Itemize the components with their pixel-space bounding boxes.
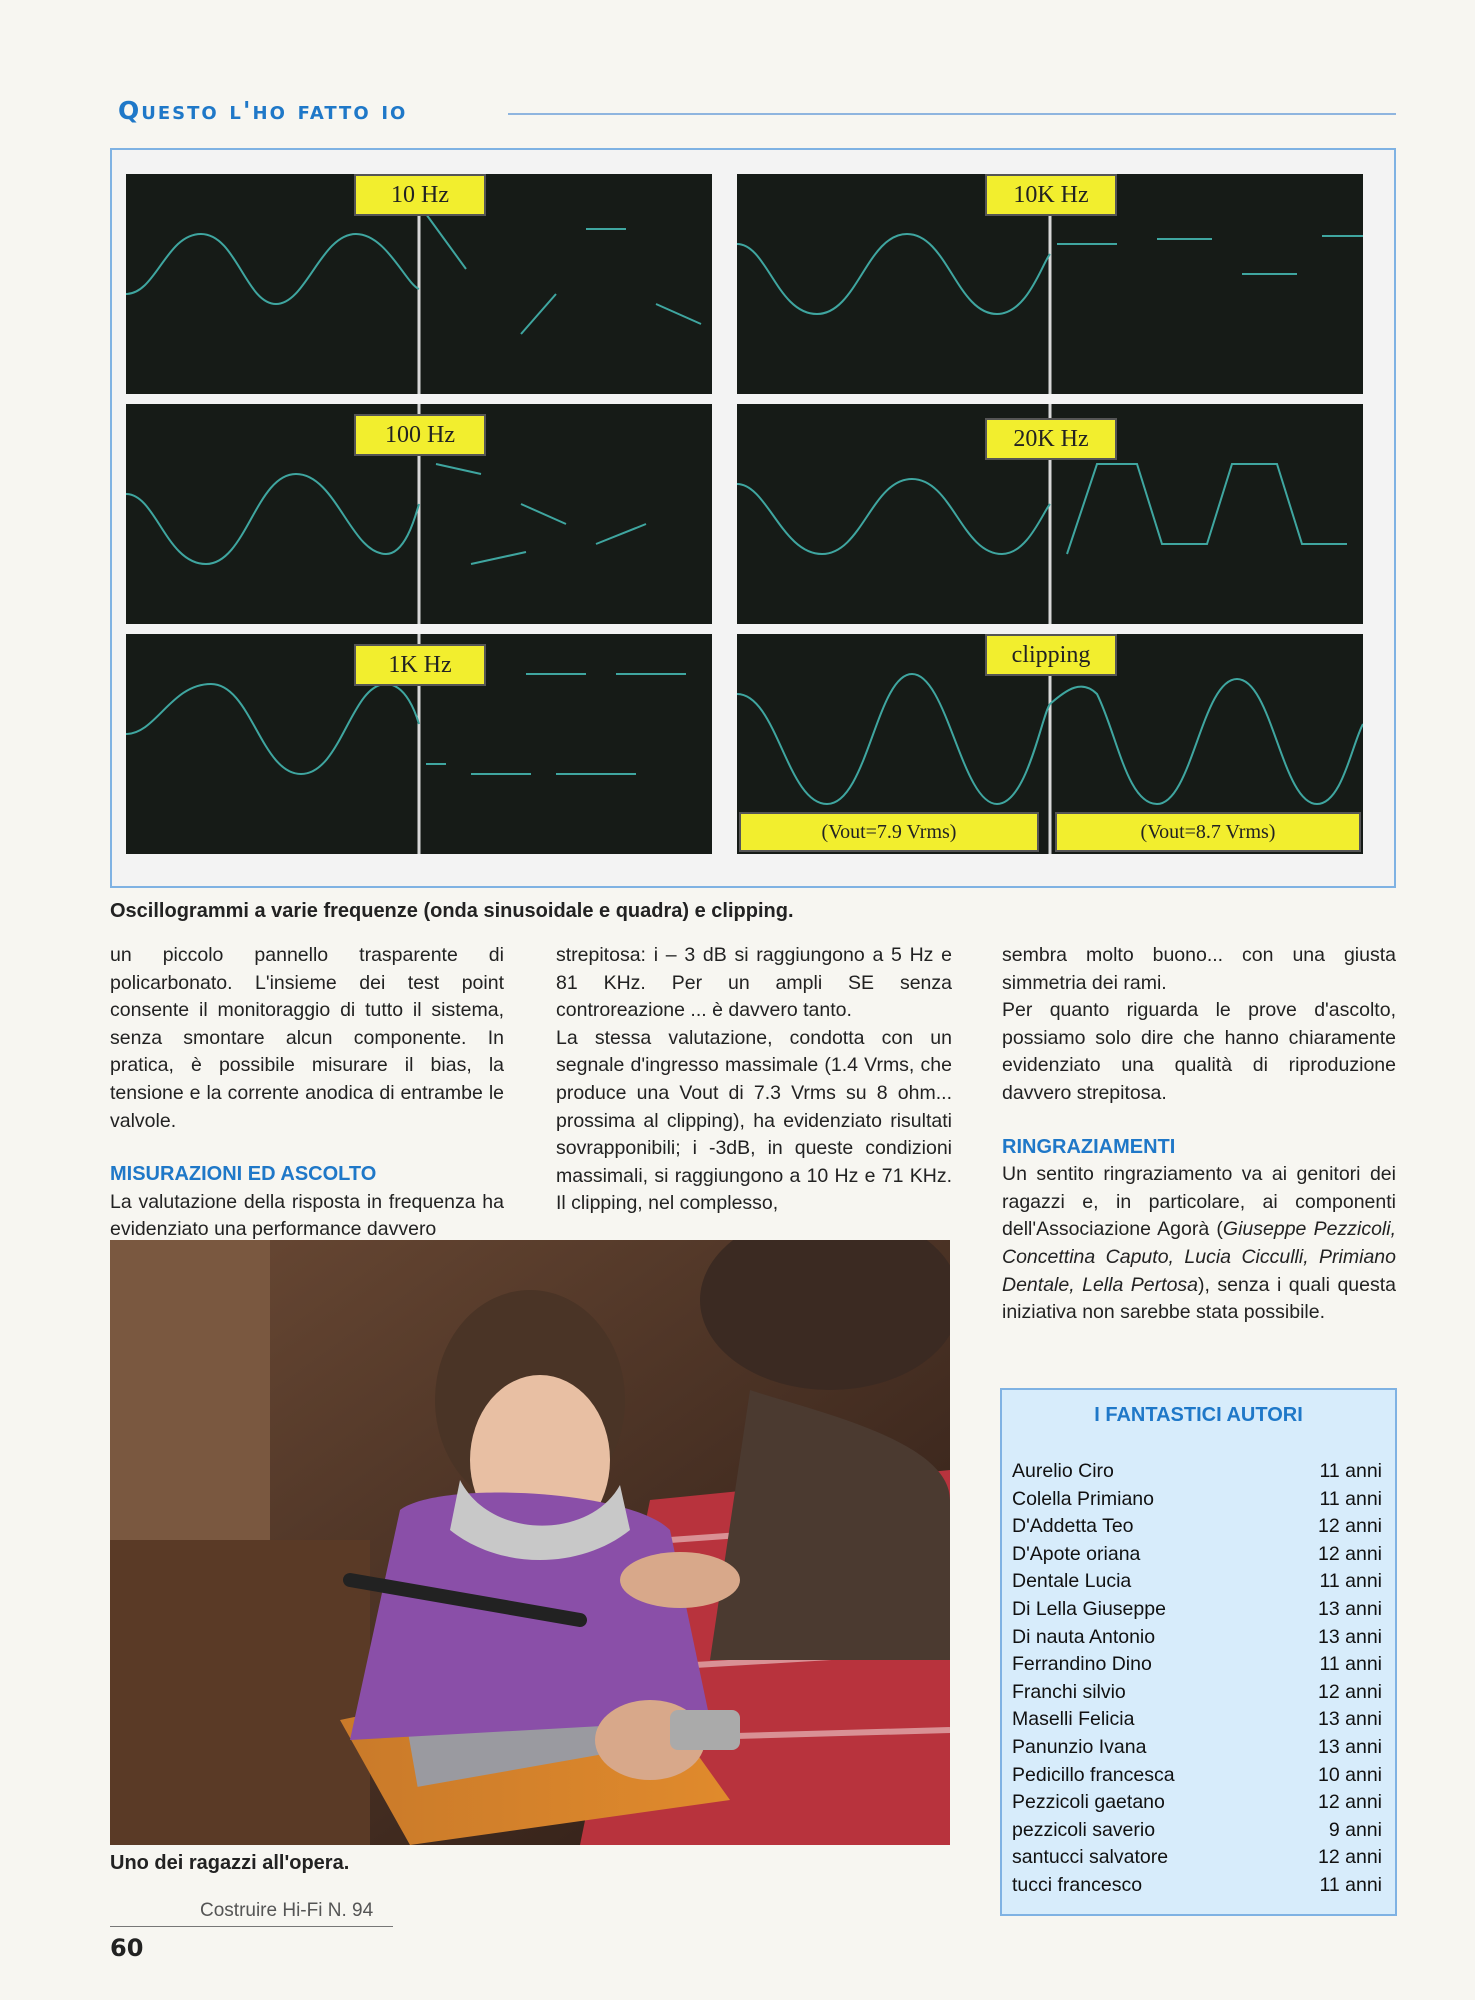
author-name: pezzicoli saverio — [1012, 1818, 1156, 1841]
author-row — [1012, 1764, 1382, 1791]
author-age: 13 anni — [1318, 1625, 1382, 1648]
author-row — [1012, 1791, 1382, 1818]
scope-10hz — [126, 174, 712, 394]
author-name: Di nauta Antonio — [1012, 1625, 1156, 1648]
label-100hz: 100 Hz — [354, 414, 486, 456]
paragraph: Un sentito ringraziamento va ai genitori dei ragazzi e, in particolare, ai componenti dell'Associazione Agorà (Giuseppe Pezzicoli, Concettina Caputo, Lucia Cicculli, Primiano Dentale, Lella Pertosa), senza i quali questa iniziativa non sarebbe stata possibile. — [1002, 1163, 1396, 1324]
author-row — [1012, 1488, 1382, 1515]
paragraph: La valutazione della risposta in frequenza ha evidenziato una performance davvero — [110, 1190, 504, 1241]
paragraph: strepitosa: i – 3 dB si raggiungono a 5 Hz e 81 KHz. Per un ampli SE senza controreazione ... è davvero tanto. — [556, 944, 952, 1022]
header-rule — [508, 113, 1396, 115]
author-age: 13 anni — [1318, 1736, 1382, 1758]
author-row — [1012, 1846, 1382, 1873]
oscillogram-figure — [110, 148, 1396, 888]
authors-title: I FANTASTICI AUTORI — [1094, 1404, 1303, 1426]
author-row — [1012, 1681, 1382, 1708]
author-name: Pezzicoli gaetano — [1012, 1791, 1165, 1814]
article-column-1 — [110, 942, 504, 1244]
magazine-footer: Costruire Hi-Fi N. 94 — [200, 1900, 374, 1921]
author-age: 11 anni — [1319, 1460, 1382, 1482]
paragraph: La stessa valutazione, condotta con un segnale d'ingresso massimale (1.4 Vrms, che produce una Vout di 7.3 Vrms su 8 ohm... prossima al clipping), ha evidenziato risultati sovrapponibili; i -3dB, in queste condizioni massimali, si raggiungono a 10 Hz e 71 KHz. Il clipping, nel complesso, — [556, 1026, 952, 1215]
author-age: 12 anni — [1318, 1680, 1382, 1703]
photo-illustration — [110, 1240, 950, 1845]
paragraph: un piccolo pannello trasparente di policarbonato. L'insieme dei test point consente il monitoraggio di tutto il sistema, senza smontare alcun componente. In pratica, è possibile misurare il bias, la tensione e la corrente anodica di entrambe le valvole. — [110, 944, 504, 1132]
author-name: tucci francesco — [1012, 1874, 1143, 1896]
section-heading: RINGRAZIAMENTI — [1002, 1135, 1176, 1158]
scope-clipping — [737, 634, 1363, 854]
author-age: 12 anni — [1318, 1542, 1382, 1565]
workshop-photo — [110, 1240, 950, 1845]
article-column-3 — [1002, 942, 1396, 1327]
label-20khz: 20K Hz — [985, 418, 1117, 460]
author-name: Pedicillo francesca — [1012, 1763, 1175, 1786]
author-age: 12 anni — [1318, 1846, 1382, 1869]
author-age: 11 anni — [1319, 1653, 1382, 1676]
author-name: Di Lella Giuseppe — [1012, 1598, 1166, 1620]
author-name: Ferrandino Dino — [1012, 1653, 1152, 1676]
author-name: Maselli Felicia — [1012, 1708, 1135, 1731]
author-row — [1012, 1708, 1382, 1735]
author-name: santucci salvatore — [1012, 1846, 1169, 1869]
author-age: 13 anni — [1318, 1598, 1382, 1620]
author-row — [1012, 1653, 1382, 1680]
author-row — [1012, 1570, 1382, 1597]
section-heading: MISURAZIONI ED ASCOLTO — [110, 1163, 377, 1186]
author-age: 12 anni — [1318, 1791, 1382, 1814]
names-italic: Giuseppe Pezzicoli, Concettina Caputo, Lucia Cicculli, Primiano Dentale, Lella Pertosa — [1002, 1218, 1396, 1296]
page-number: 60 — [110, 1934, 144, 1962]
author-age: 10 anni — [1318, 1763, 1382, 1786]
author-age: 11 anni — [1319, 1570, 1382, 1593]
author-name: Colella Primiano — [1012, 1487, 1154, 1510]
author-name: Dentale Lucia — [1012, 1570, 1132, 1593]
scope-1khz — [126, 634, 712, 854]
author-name: Franchi silvio — [1012, 1680, 1126, 1703]
scope-10khz — [737, 174, 1363, 394]
vout-left-label: (Vout=7.9 Vrms) — [739, 812, 1039, 852]
article-column-2 — [556, 942, 952, 1218]
scope-20khz — [737, 404, 1363, 624]
author-age: 9 anni — [1328, 1818, 1382, 1841]
paragraph: Per quanto riguarda le prove d'ascolto, possiamo solo dire che hanno chiaramente evidenziato una qualità di riproduzione davvero strepitosa. — [1002, 999, 1396, 1104]
author-row — [1012, 1736, 1382, 1763]
author-name: Panunzio Ivana — [1012, 1736, 1147, 1758]
author-row — [1012, 1819, 1382, 1846]
footer-rule — [110, 1926, 393, 1927]
label-clipping: clipping — [985, 634, 1117, 676]
scope-100hz — [126, 404, 712, 624]
author-name: Aurelio Ciro — [1012, 1460, 1114, 1482]
vout-right-label: (Vout=8.7 Vrms) — [1055, 812, 1361, 852]
author-row — [1012, 1626, 1382, 1653]
authors-box — [1000, 1388, 1397, 1916]
author-age: 12 anni — [1318, 1515, 1382, 1538]
paragraph: sembra molto buono... con una giusta simmetria dei rami. — [1002, 944, 1396, 994]
author-age: 13 anni — [1318, 1708, 1382, 1731]
author-name: D'Addetta Teo — [1012, 1515, 1134, 1538]
author-name: D'Apote oriana — [1012, 1542, 1141, 1565]
author-row — [1012, 1543, 1382, 1570]
photo-caption: Uno dei ragazzi all'opera. — [110, 1852, 350, 1874]
section-header: Questo l'ho fatto io — [118, 96, 408, 125]
author-row — [1012, 1874, 1382, 1901]
label-1khz: 1K Hz — [354, 644, 486, 686]
label-10hz: 10 Hz — [354, 174, 486, 216]
author-row — [1012, 1460, 1382, 1487]
author-age: 11 anni — [1319, 1487, 1382, 1510]
figure-caption: Oscillogrammi a varie frequenze (onda sinusoidale e quadra) e clipping. — [110, 900, 794, 922]
author-row — [1012, 1515, 1382, 1542]
label-10khz: 10K Hz — [985, 174, 1117, 216]
author-age: 11 anni — [1319, 1874, 1382, 1896]
author-row — [1012, 1598, 1382, 1625]
